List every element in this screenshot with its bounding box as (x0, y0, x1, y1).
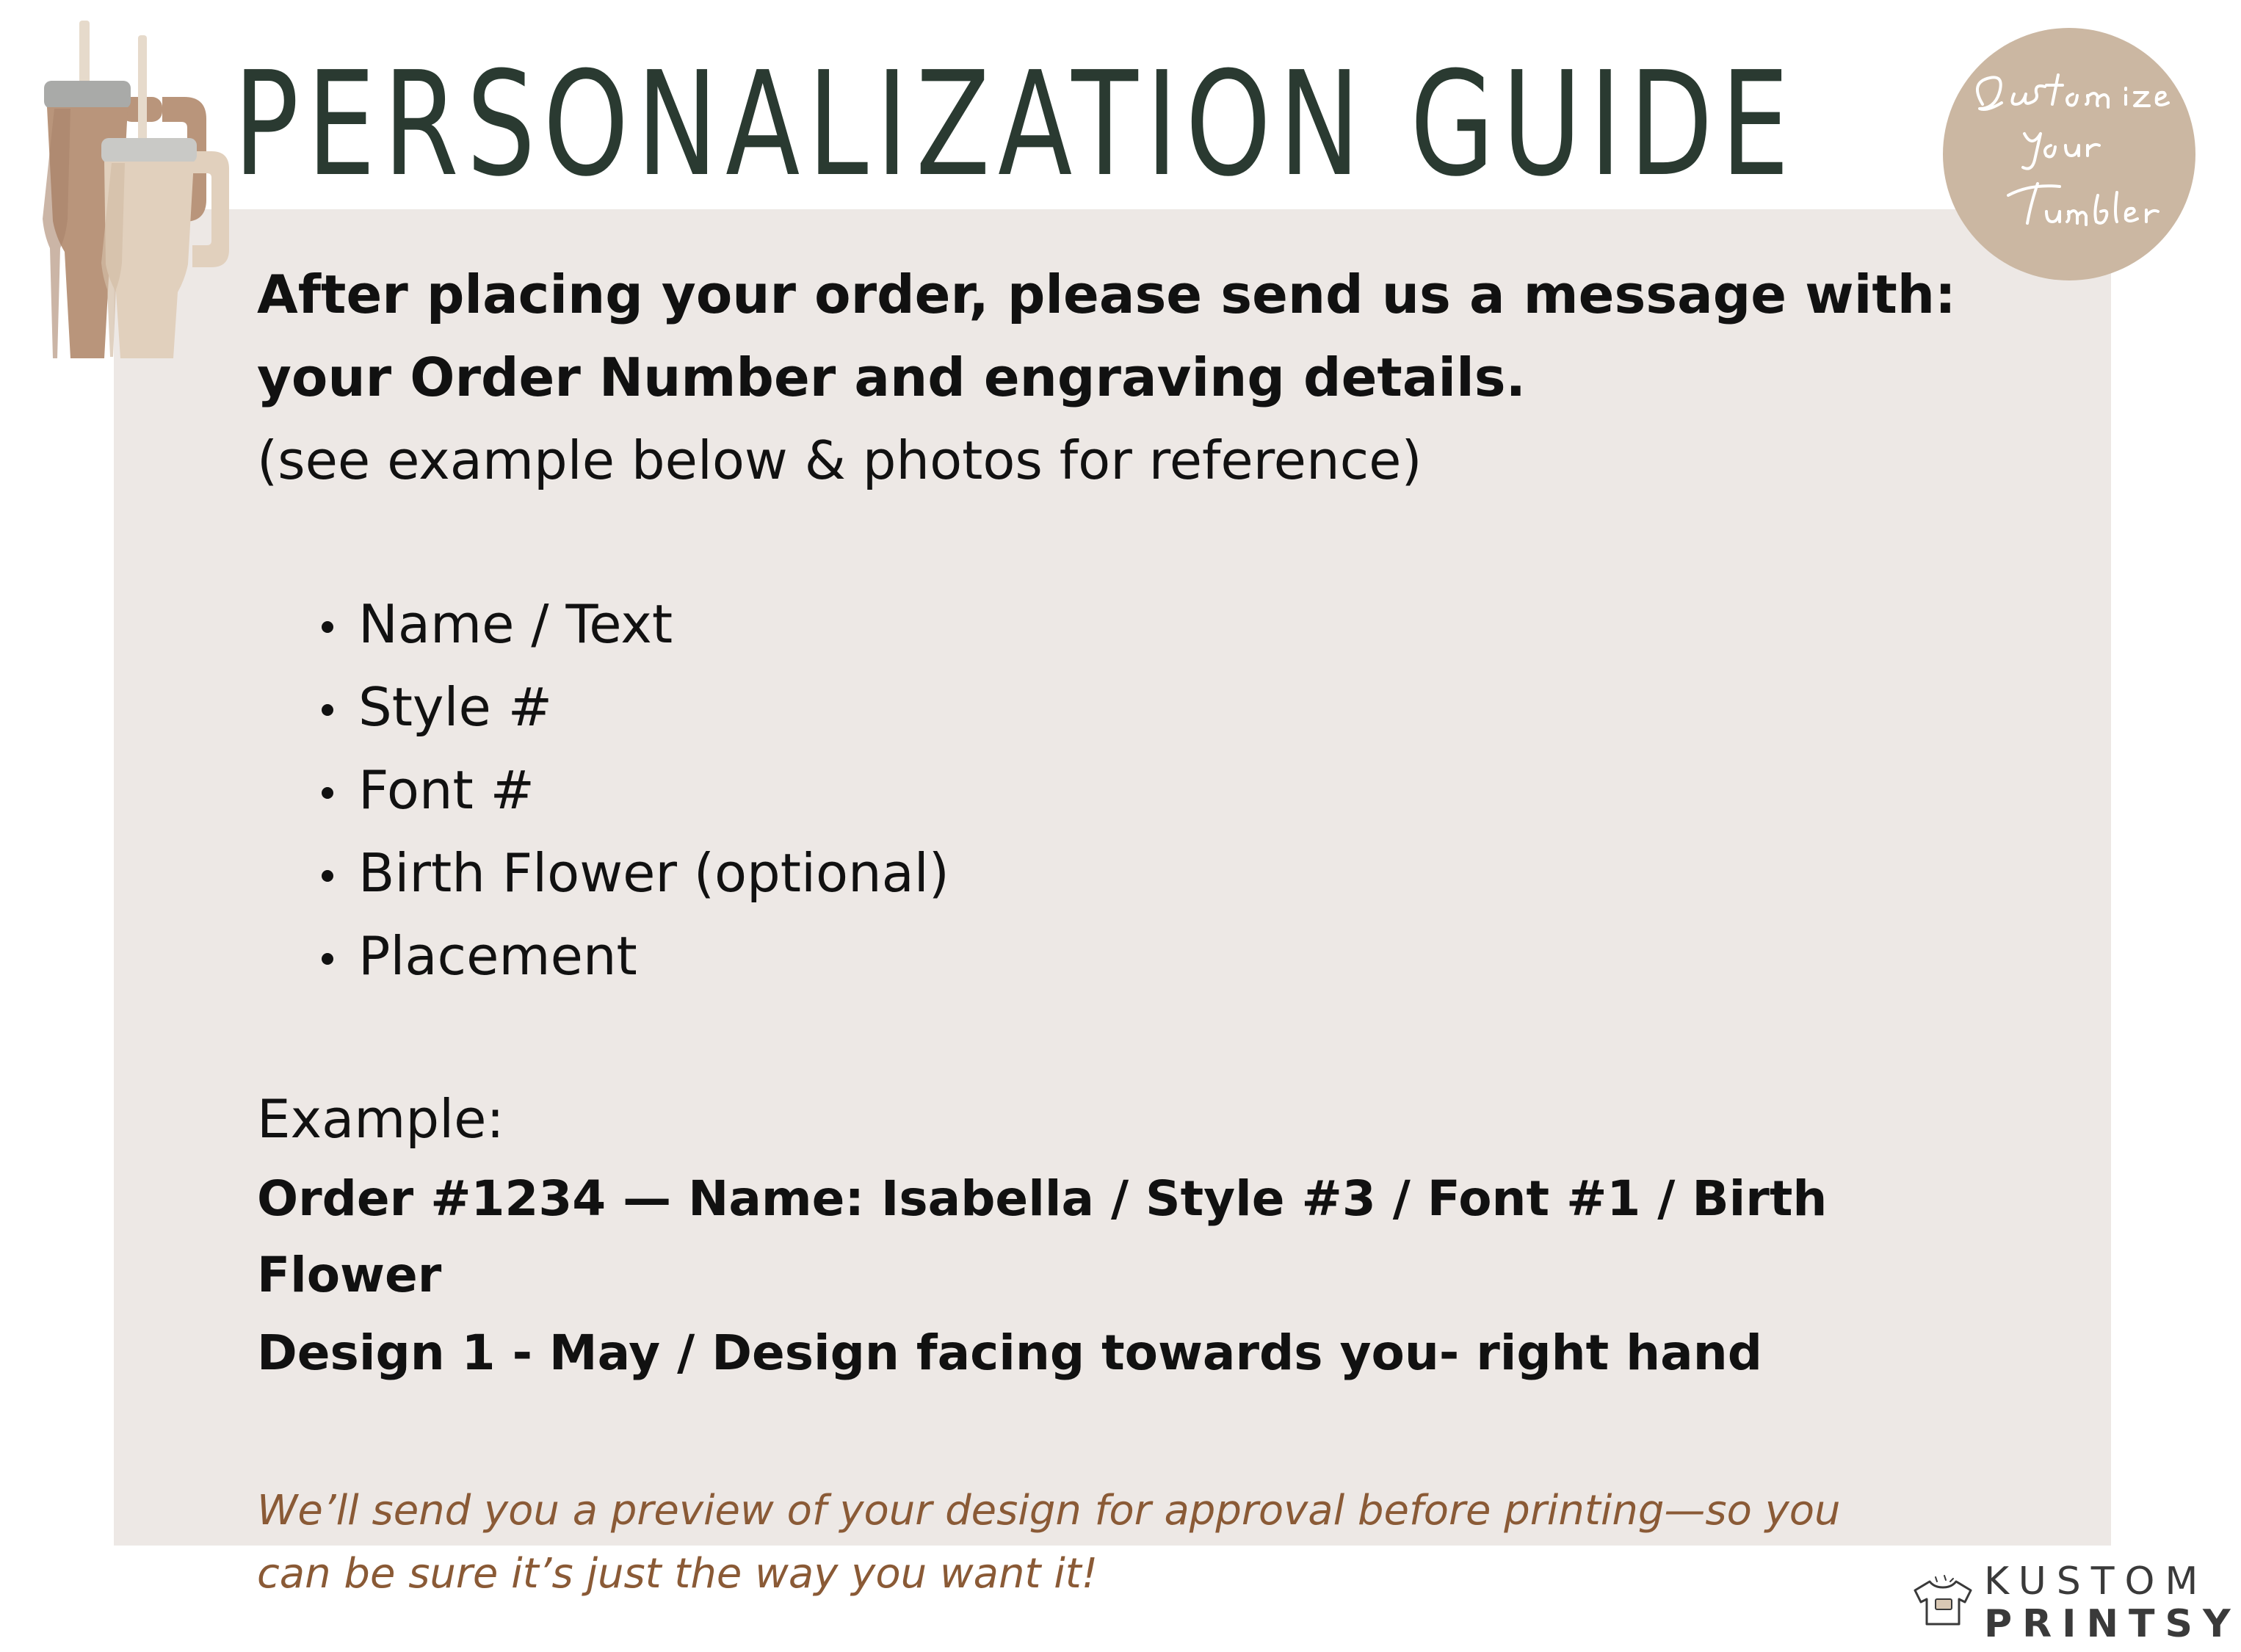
instructions-content (257, 253, 2019, 1606)
instruction-line-2: your Order Number and engraving details. (257, 347, 1526, 408)
list-item: Style # (322, 666, 2019, 749)
details-checklist (257, 583, 2019, 998)
brand-name-line-2: PRINTSY (1984, 1602, 2241, 1646)
list-item: Name / Text (322, 583, 2019, 666)
approval-note-line-2: can be sure it’s just the way you want it! (257, 1550, 1098, 1598)
page-title: PERSONALIZATION GUIDE (233, 41, 1797, 209)
reference-note: (see example below & photos for reference) (257, 430, 1422, 491)
example-line-2: Design 1 - May / Design facing towards you- right hand (257, 1325, 1762, 1381)
tumbler-illustration (29, 21, 213, 366)
list-item: Placement (322, 915, 2019, 998)
brand-name-line-1: KUSTOM (1984, 1559, 2209, 1604)
example-line-1: Order #1234 — Name: Isabella / Style #3 / Font #1 / Birth Flower (257, 1170, 1828, 1303)
list-item: Font # (322, 749, 2019, 832)
list-item: Birth Flower (optional) (322, 832, 2019, 915)
approval-note (257, 1479, 2019, 1606)
approval-note-line-1: We’ll send you a preview of your design for approval before printing—so you (257, 1487, 1841, 1535)
instruction-line-1: After placing your order, please send us a message with: (257, 264, 1956, 325)
example-label: Example: (257, 1088, 504, 1150)
brand-logo (1909, 1557, 2241, 1652)
shirt-icon (1909, 1573, 1975, 1631)
customize-badge (1942, 22, 2195, 286)
